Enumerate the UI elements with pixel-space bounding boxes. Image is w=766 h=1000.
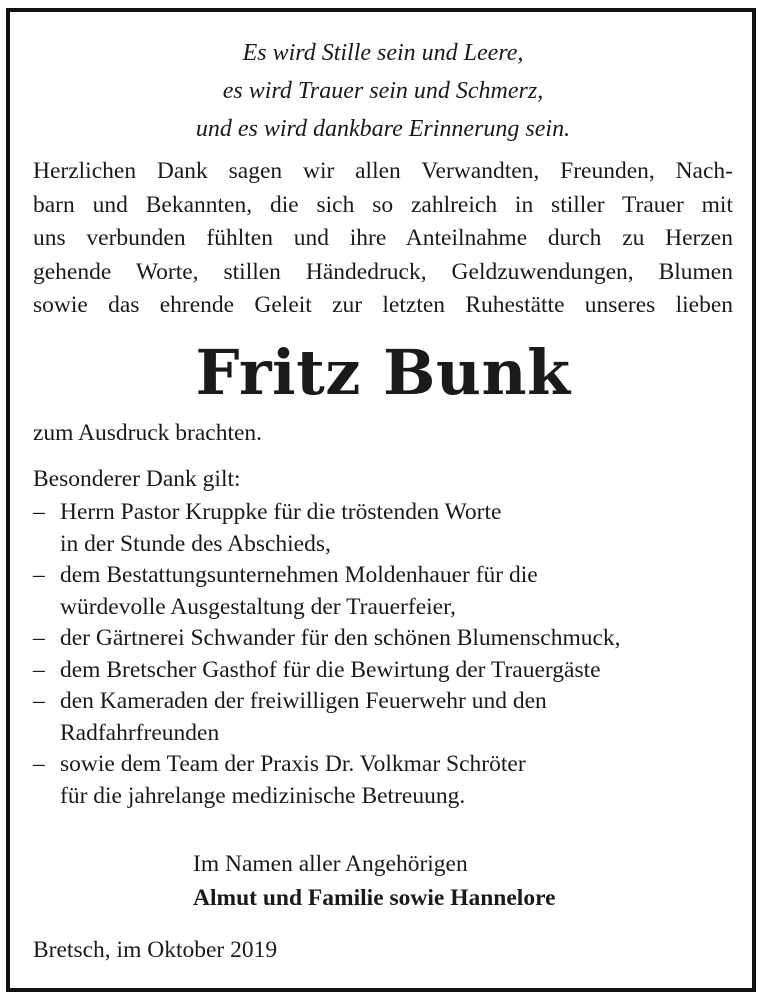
intro-line: uns verbunden fühlten und ihre Anteilnahme durch zu Herzen bbox=[33, 225, 733, 251]
thanks-item-line: für die jahrelange medizinische Betreuung. bbox=[60, 782, 466, 809]
place-date: Bretsch, im Oktober 2019 bbox=[33, 937, 278, 963]
dash-bullet: – bbox=[33, 688, 45, 714]
thanks-item-text bbox=[60, 686, 547, 749]
intro-line: barn und Bekannten, die sich so zahlreich in stiller Trauer mit bbox=[33, 191, 733, 218]
thanks-item-text bbox=[60, 497, 501, 560]
dash-bullet: – bbox=[33, 499, 45, 525]
intro-line: sowie das ehrende Geleit zur letzten Ruhestätte unseres lieben bbox=[33, 292, 733, 318]
intro-line: gehende Worte, stillen Händedruck, Geldzuwendungen, Blumen bbox=[33, 258, 733, 285]
thanks-item bbox=[33, 560, 621, 623]
thanks-item bbox=[33, 623, 621, 655]
thanks-item bbox=[33, 497, 621, 560]
poem-line: es wird Trauer sein und Schmerz, bbox=[222, 78, 544, 104]
thanks-item-line: Herrn Pastor Kruppke für die tröstenden Worte bbox=[60, 499, 502, 525]
deceased-name: Fritz Bunk bbox=[195, 336, 571, 409]
thanks-item bbox=[33, 655, 621, 687]
thanks-item-text bbox=[60, 749, 526, 812]
thanks-item-text bbox=[60, 655, 601, 687]
thanks-item bbox=[33, 686, 621, 749]
thanks-item-line: Radfahrfreunden bbox=[60, 719, 220, 746]
thanks-item-line: würdevolle Ausgestaltung der Trauerfeier, bbox=[60, 593, 456, 620]
closing-phrase: zum Ausdruck brachten. bbox=[33, 420, 263, 446]
intro-paragraph bbox=[33, 155, 733, 323]
thanks-item-line: dem Bestattungsunternehmen Moldenhauer für die bbox=[60, 562, 538, 588]
signature-on-behalf: Im Namen aller Angehörigen bbox=[193, 851, 468, 877]
dash-bullet: – bbox=[33, 625, 45, 651]
intro-line: Herzlichen Dank sagen wir allen Verwandten, Freunden, Nach- bbox=[33, 158, 733, 184]
dash-bullet: – bbox=[33, 562, 45, 588]
thanks-heading: Besonderer Dank gilt: bbox=[33, 466, 241, 492]
thanks-item-line: in der Stunde des Abschieds, bbox=[60, 530, 331, 557]
signature-names: Almut und Familie sowie Hannelore bbox=[193, 885, 556, 911]
dash-bullet: – bbox=[33, 751, 45, 777]
thanks-item bbox=[33, 749, 621, 812]
dash-bullet: – bbox=[33, 656, 45, 683]
thanks-list bbox=[33, 497, 621, 812]
thanks-item-line: der Gärtnerei Schwander für den schönen Blumenschmuck, bbox=[60, 625, 621, 651]
poem bbox=[30, 34, 736, 148]
thanks-item-line: dem Bretscher Gasthof für die Bewirtung der Trauergäste bbox=[60, 656, 601, 683]
signature-block bbox=[193, 847, 556, 915]
thanks-item-line: den Kameraden der freiwilligen Feuerwehr und den bbox=[60, 688, 547, 714]
thanks-item-text bbox=[60, 560, 538, 623]
poem-line: und es wird dankbare Erinnerung sein. bbox=[195, 116, 571, 142]
thanks-item-text bbox=[60, 623, 621, 655]
poem-line: Es wird Stille sein und Leere, bbox=[242, 40, 524, 66]
thanks-item-line: sowie dem Team der Praxis Dr. Volkmar Schröter bbox=[60, 751, 526, 777]
